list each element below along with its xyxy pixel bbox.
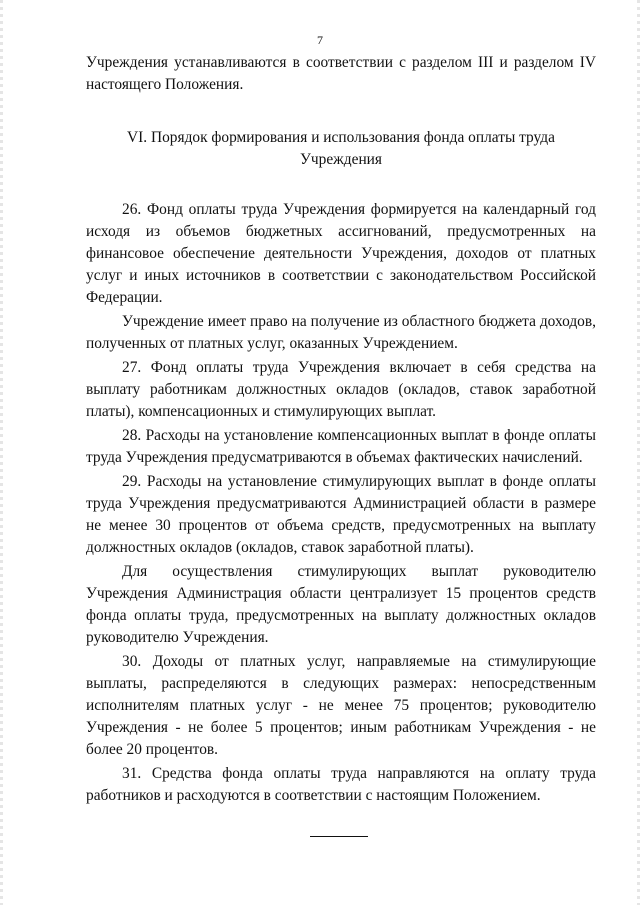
section-title-line-1: VI. Порядок формирования и использования фонда оплаты труда: [127, 129, 555, 146]
paragraph-28: 28. Расходы на установление компенсационных выплат в фонде оплаты труда Учреждения предусматриваются в объемах фактических начислений.: [86, 427, 596, 466]
scan-left-edge: [0, 0, 3, 905]
paragraph-27: 27. Фонд оплаты труда Учреждения включает в себя средства на выплату работникам должностных окладов (окладов, ставок заработной платы), компенсационных и стимулирующих выплат.: [86, 359, 596, 420]
document-content: [86, 52, 596, 807]
paragraph-26: 26. Фонд оплаты труда Учреждения формируется на календарный год исходя из объемов бюджетных ассигнований, предусмотренных на финансовое обеспечение деятельности Учреждения, доходов от платных услуг и иных источников в соответствии с законодательством Российской Федерации.: [86, 201, 596, 306]
paragraph-30: 30. Доходы от платных услуг, направляемые на стимулирующие выплаты, распределяются в следующих размерах: непосредственным исполнителям платных услуг - не менее 75 процентов; руководителю Учреждения - не более 5 процентов; иным работникам Учреждения - не более 20 процентов.: [86, 653, 596, 758]
paragraph-director-bonus: Для осуществления стимулирующих выплат руководителю Учреждения Администрация области централизует 15 процентов средств фонда оплаты труда, предусмотренных на выплату должностных окладов руководителю Учреждения.: [86, 563, 596, 646]
paragraph-31: 31. Средства фонда оплаты труда направляются на оплату труда работников и расходуются в соответствии с настоящим Положением.: [86, 765, 596, 804]
page-number: 7: [317, 33, 323, 47]
end-separator-line: [310, 836, 368, 837]
section-title-line-2: Учреждения: [299, 151, 382, 168]
paragraph-right-to-income: Учреждение имеет право на получение из областного бюджета доходов, полученных от платных услуг, оказанных Учреждением.: [86, 313, 596, 352]
paragraph-29: 29. Расходы на установление стимулирующих выплат в фонде оплаты труда Учреждения предусматриваются Администрацией области в размере не менее 30 процентов от объема средств, предусмотренных на выплату должностных окладов (окладов, ставок заработной платы).: [86, 473, 596, 556]
section-title: [86, 127, 596, 171]
intro-paragraph: Учреждения устанавливаются в соответствии с разделом III и разделом IV настоящего Положения.: [86, 54, 596, 93]
